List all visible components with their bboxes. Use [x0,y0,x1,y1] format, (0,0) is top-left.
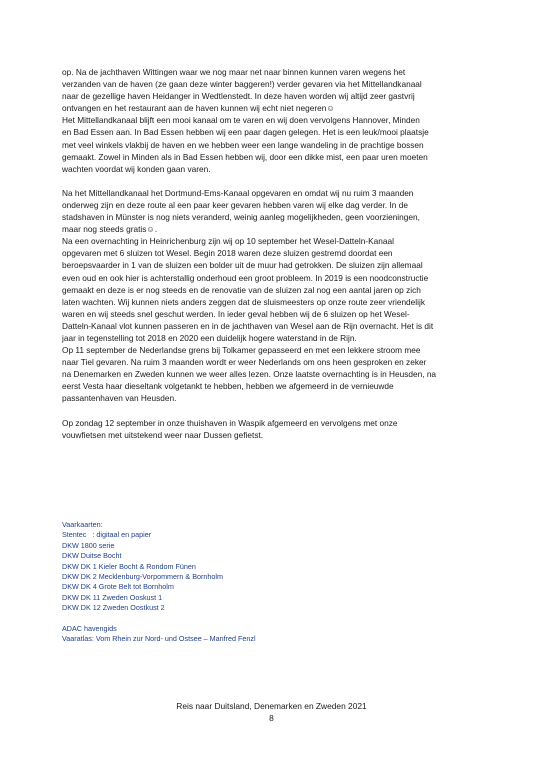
page-number: 8 [269,713,274,723]
body-text [62,66,482,441]
chart-item: DKW DK 2 Mecklenburg-Vorpommern & Bornholm [62,572,223,582]
guide-item: ADAC havengids [62,624,117,634]
paragraph-3: Op zondag 12 september in onze thuishaven in Waspik afgemeerd en vervolgens met onze vouwfietsen met uitstekend weer naar Dussen gefietst. [62,417,398,440]
chart-item: DKW Duitse Bocht [62,551,122,561]
chart-item: DKW DK 12 Zweden Oostkust 2 [62,603,165,613]
footer-title: Reis naar Duitsland, Denemarken en Zweden 2021 [176,701,367,711]
paragraph-1: op. Na de jachthaven Wittingen waar we nog maar net naar binnen kunnen varen wegens het verzanden van de haven (ze gaan deze winter baggeren!) verder gevaren via het Mittellandkanaal naar de gezellige haven Heidanger in Wedtlenstedt. In deze haven worden wij altijd zeer gastvrij ontvangen en het restaurant aan de haven kunnen wij echt niet negeren☺ Het Mittellandkanaal blijft een mooi kanaal om te varen en wij doen vervolgens Hannover, Minden en Bad Essen aan. In Bad Essen hebben wij een paar dagen gelegen. Het is een leuk/mooi plaatsje met veel winkels vlakbij de haven en we hebben weer een lange wandeling in de prachtige bossen gemaakt. Zowel in Minden als in Bad Essen hebben wij, door een dikke mist, een paar uren moeten wachten voordat wij konden gaan varen. [62,67,429,174]
guide-item: Vaaratlas: Vom Rhein zur Nord- und Ostsee – Manfred Fenzl [62,634,256,644]
chart-item: DKW DK 11 Zweden Ooskust 1 [62,592,163,602]
paragraph-2: Na het Mittellandkanaal het Dortmund-Ems-Kanaal opgevaren en omdat wij nu ruim 3 maanden onderweg zijn en deze route al een paar keer gevaren hebben varen wij elke dag verder. In de stadshaven in Münster is nog niets veranderd, weinig aanleg mogelijkheden, geen voorzieningen, maar nog steeds gratis☺. Na een overnachting in Heinrichenburg zijn wij op 10 september het Wesel-Datteln-Kanaal opgevaren met 6 sluizen tot Wesel. Begin 2018 waren deze sluizen gestremd doordat een beroepsvaarder in 1 van de sluizen een bolder uit de muur had getrokken. De sluizen zijn allemaal even oud en ook hier is achterstallig onderhoud een groot probleem. In 2019 is een noodconstructie gemaakt en deze is er nog steeds en de renovatie van de sluizen zal nog een aantal jaren op zich laten wachten. Wij kunnen niets anders zeggen dat de sluismeesters op onze route zeer vriendelijk waren en wij steeds snel geschut werden. In ieder geval hebben wij de 6 sluizen op het Wesel- Datteln-Kanaal vlot kunnen passeren en in de jachthaven van Wesel aan de Rijn overnacht. Het is dit jaar in tegenstelling tot 2018 en 2020 een duidelijk hogere waterstand in de Rijn. Op 11 september de Nederlandse grens bij Tolkamer gepasseerd en met een lekkere stroom mee naar Tiel gevaren. Na ruim 3 maanden wordt er weer Nederlands om ons heen gesproken en zeker na Denemarken en Zweden kunnen we weer alles lezen. Onze laatste overnachting is in Heusden, na eerst Vesta haar dieseltank volgetankt te hebben, hebben we afgemeerd in de vernieuwde passantenhaven van Heusden. [62,187,437,404]
chart-item: DKW 1800 serie [62,540,115,550]
references-section [62,520,362,645]
references-heading: Vaarkaarten: [62,520,103,529]
chart-item: DKW DK 4 Grote Belt tot Bornholm [62,582,174,592]
chart-item: DKW DK 1 Kieler Bocht & Rondom Fünen [62,561,196,571]
chart-item: Stentec : digitaal en papier [62,530,152,540]
